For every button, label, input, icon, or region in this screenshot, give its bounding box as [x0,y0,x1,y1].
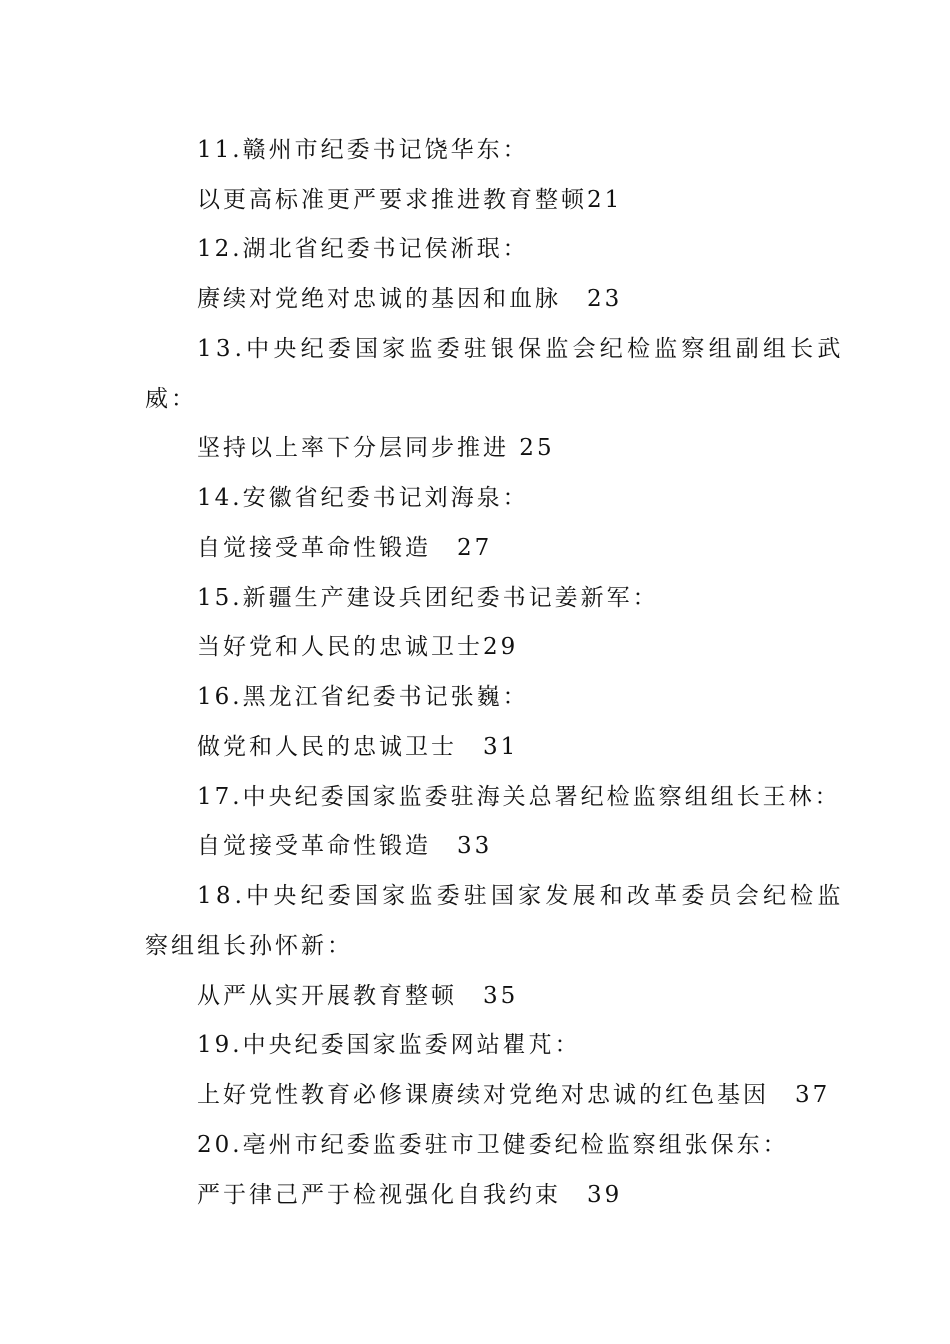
toc-heading-18-line2: 察组组长孙怀新： [145,933,353,959]
toc-title-18: 从严从实开展教育整顿 35 [197,983,519,1009]
toc-heading-17: 17.中央纪委国家监委驻海关总署纪检监察组组长王林： [197,784,841,810]
toc-title-11: 以更高标准更严要求推进教育整顿21 [197,187,623,213]
toc-heading-19: 19.中央纪委国家监委网站瞿芃： [197,1032,581,1058]
toc-heading-16: 16.黑龙江省纪委书记张巍： [197,684,529,710]
toc-title-20: 严于律己严于检视强化自我约束 39 [197,1182,623,1208]
toc-heading-20: 20.亳州市纪委监委驻市卫健委纪检监察组张保东： [197,1132,789,1158]
toc-heading-15: 15.新疆生产建设兵团纪委书记姜新军： [197,585,659,611]
toc-title-15: 当好党和人民的忠诚卫士29 [197,634,519,660]
toc-heading-14: 14.安徽省纪委书记刘海泉： [197,485,529,511]
toc-heading-11: 11.赣州市纪委书记饶华东： [197,137,529,163]
toc-title-12: 赓续对党绝对忠诚的基因和血脉 23 [197,286,623,312]
toc-title-13: 坚持以上率下分层同步推进 25 [197,435,555,461]
toc-heading-12: 12.湖北省纪委书记侯淅珉： [197,236,529,262]
toc-title-16: 做党和人民的忠诚卫士 31 [197,734,519,760]
toc-title-17: 自觉接受革命性锻造 33 [197,833,493,859]
toc-title-19: 上好党性教育必修课赓续对党绝对忠诚的红色基因 37 [197,1082,831,1108]
toc-heading-13-line2: 威： [145,386,197,412]
toc-heading-18-line1: 18.中央纪委国家监委驻国家发展和改革委员会纪检监 [197,883,845,909]
toc-heading-13-line1: 13.中央纪委国家监委驻银保监会纪检监察组副组长武 [197,336,845,362]
toc-title-14: 自觉接受革命性锻造 27 [197,535,493,561]
